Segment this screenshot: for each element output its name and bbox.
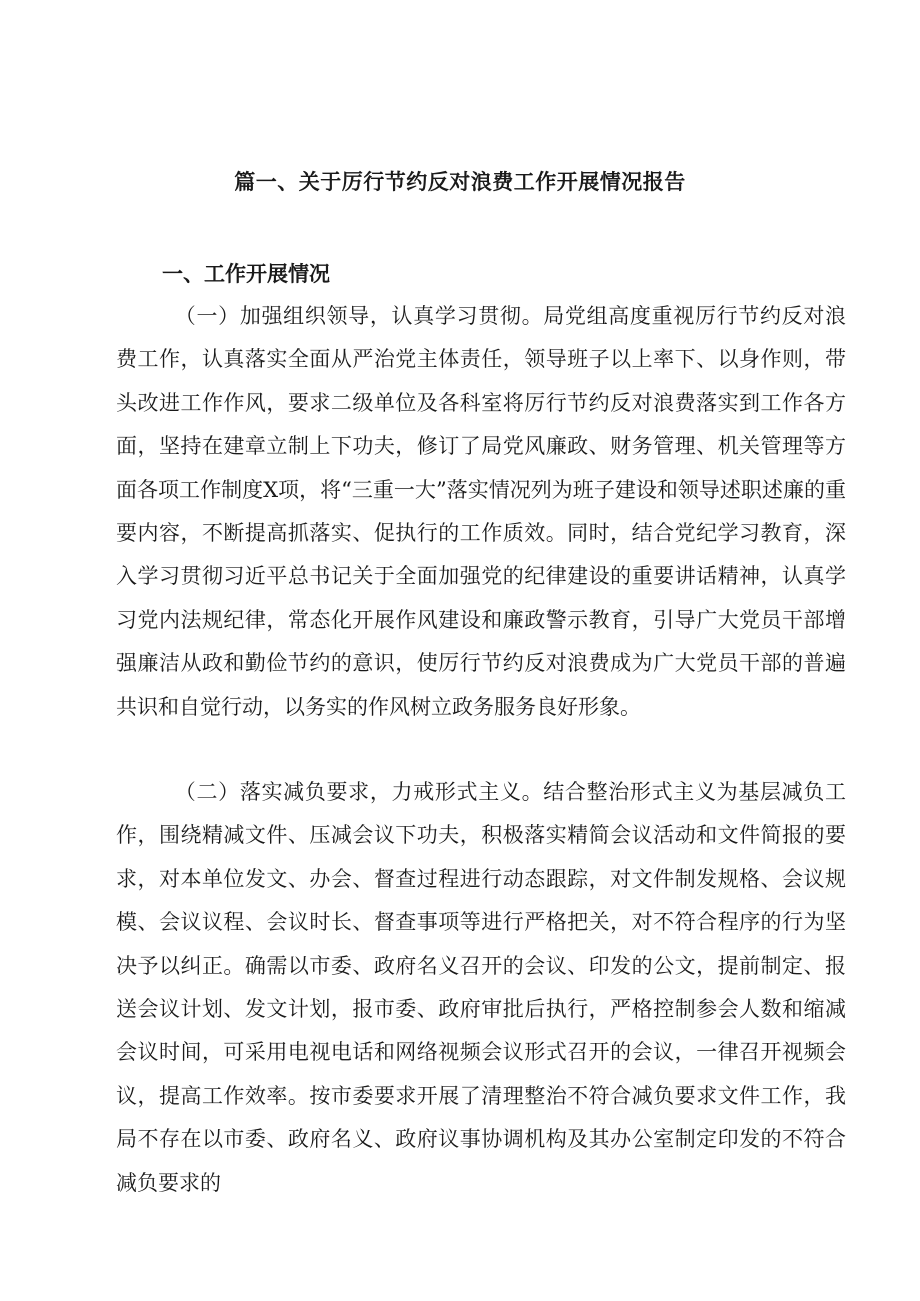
paragraph-2: （二）落实减负要求，力戒形式主义。结合整治形式主义为基层减负工作，围绕精减文件、压减会议下功夫，积极落实精简会议活动和文件简报的要求，对本单位发文、办会、督查过程进行动态跟踪，对文件制发规格、会议规模、会议议程、会议时长、督查事项等进行严格把关，对不符合程序的行为坚决予以纠正。确需以市委、政府名义召开的会议、印发的公文，提前制定、报送会议计划、发文计划，报市委、政府审批后执行，严格控制参会人数和缩减会议时间，可采用电视电话和网络视频会议形式召开的会议，一律召开视频会议，提高工作效率。按市委要求开展了清理整治不符合减负要求文件工作，我局不存在以市委、政府名义、政府议事协调机构及其办公室制定印发的不符合减负要求的 xyxy=(116,780,846,1195)
document-title: 篇一、关于厉行节约反对浪费工作开展情况报告 xyxy=(234,170,686,194)
section-heading: 一、工作开展情况 xyxy=(162,262,330,286)
paragraph-1: （一）加强组织领导，认真学习贯彻。局党组高度重视厉行节约反对浪费工作，认真落实全面从严治党主体责任，领导班子以上率下、以身作则，带头改进工作作风，要求二级单位及各科室将厉行节约反对浪费落实到工作各方面，坚持在建章立制上下功夫，修订了局党风廉政、财务管理、机关管理等方面各项工作制度X项，将“三重一大”落实情况列为班子建设和领导述职述廉的重要内容，不断提高抓落实、促执行的工作质效。同时，结合党纪学习教育，深入学习贯彻习近平总书记关于全面加强党的纪律建设的重要讲话精神，认真学习党内法规纪律，常态化开展作风建设和廉政警示教育，引导广大党员干部增强廉洁从政和勤俭节约的意识，使厉行节约反对浪费成为广大党员干部的普遍共识和自觉行动，以务实的作风树立政务服务良好形象。 xyxy=(116,304,846,719)
